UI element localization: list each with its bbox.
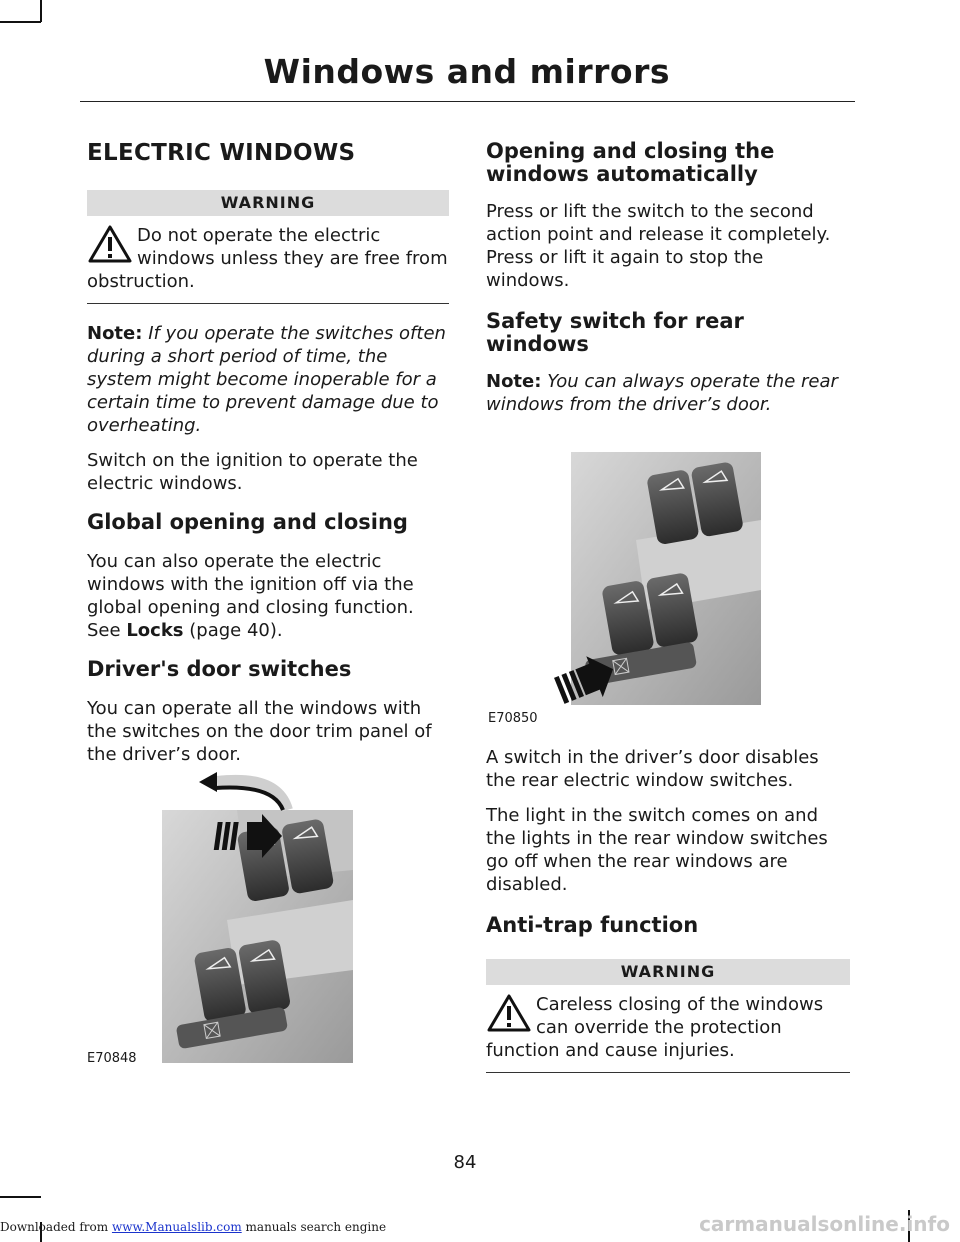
warning-box — [87, 224, 449, 304]
switch-paragraph: A switch in the driver’s door disables the rear electric window switches. — [486, 747, 819, 791]
figure-driver-switches — [87, 770, 357, 1070]
warning-triangle-icon — [87, 224, 133, 264]
header-rule — [80, 101, 855, 102]
crop-mark — [40, 0, 42, 22]
note-text: If you operate the switches often during a short period of time, the system might become inoperable for a certain time to prevent damage due to overheating. — [87, 323, 446, 436]
safety-switch-illustration — [486, 450, 766, 710]
warning-triangle-icon — [486, 993, 532, 1033]
figure-safety-switch — [486, 450, 766, 730]
global-paragraph — [87, 550, 449, 642]
global-text: You can also operate the electric windows with the ignition off via the global opening and closing function. See — [87, 551, 414, 641]
safety-heading: Safety switch for rear windows — [486, 309, 744, 356]
warning-box — [486, 993, 850, 1073]
download-credit — [0, 1220, 386, 1234]
figure-label: E70848 — [87, 1051, 137, 1066]
section-heading: ELECTRIC WINDOWS — [87, 140, 356, 166]
page-reference: (page 40). — [189, 620, 283, 641]
ignition-paragraph: Switch on the ignition to operate the electric windows. — [87, 450, 418, 494]
page-number: 84 — [453, 1152, 477, 1173]
watermark: carmanualsonline.info — [699, 1212, 950, 1236]
right-column — [486, 140, 850, 428]
warning-label: WARNING — [87, 190, 449, 216]
warning-text: Do not operate the electric windows unless they are free from obstruction. — [87, 225, 448, 292]
note-text: You can always operate the rear windows from the driver’s door. — [486, 371, 838, 415]
note — [486, 370, 850, 416]
light-paragraph: The light in the switch comes on and the lights in the rear window switches go off when the rear windows are disabled. — [486, 805, 828, 895]
figure-label: E70850 — [488, 711, 538, 726]
antitrap-heading: Anti-trap function — [486, 913, 699, 937]
global-heading: Global opening and closing — [87, 510, 408, 534]
note-label: Note: — [486, 371, 542, 392]
note — [87, 322, 449, 437]
warning-label: WARNING — [486, 959, 850, 985]
auto-paragraph: Press or lift the switch to the second action point and release it completely. Press or lift it again to stop the windows. — [486, 201, 831, 291]
driver-paragraph: You can operate all the windows with the switches on the door trim panel of the driver’s door. — [87, 698, 432, 765]
download-suffix: manuals search engine — [245, 1220, 387, 1234]
crop-mark — [0, 21, 41, 23]
driver-heading: Driver's door switches — [87, 657, 352, 681]
auto-heading: Opening and closing the windows automatically — [486, 139, 775, 186]
manualslib-link[interactable]: www.Manualslib.com — [111, 1220, 242, 1234]
locks-reference: Locks — [126, 620, 184, 641]
crop-mark — [0, 1196, 41, 1198]
page-title: Windows and mirrors — [263, 52, 670, 91]
switch-panel-illustration — [87, 770, 357, 1070]
right-column-lower — [486, 746, 850, 1091]
download-prefix: Downloaded from — [0, 1220, 109, 1234]
note-label: Note: — [87, 323, 143, 344]
left-column — [87, 140, 449, 778]
warning-text: Careless closing of the windows can override the protection function and cause injuries. — [486, 994, 824, 1061]
